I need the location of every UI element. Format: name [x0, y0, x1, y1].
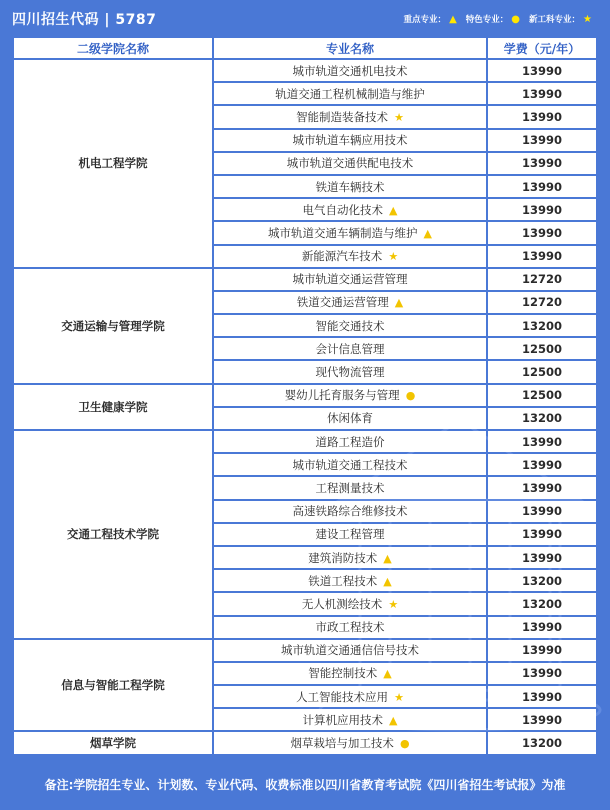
triangle-icon: ▲	[383, 574, 392, 588]
major-cell	[214, 83, 486, 104]
major-cell	[214, 246, 486, 267]
major-cell	[214, 454, 486, 475]
major-cell	[214, 501, 486, 522]
column-header-college: 二级学院名称	[14, 38, 212, 58]
dot-icon: ●	[399, 737, 410, 751]
major-name: 建筑消防技术	[308, 550, 378, 565]
major-cell	[214, 640, 486, 661]
tuition-fee: 13990	[488, 153, 596, 174]
tuition-fee: 13200	[488, 408, 596, 429]
triangle-icon: ▲	[383, 551, 392, 565]
tuition-fee: 12500	[488, 361, 596, 382]
triangle-icon: ▲	[383, 667, 392, 681]
major-cell	[214, 222, 486, 243]
major-cell	[214, 60, 486, 81]
college-name: 信息与智能工程学院	[14, 640, 212, 731]
tuition-fee: 13990	[488, 524, 596, 545]
tuition-fee: 12720	[488, 269, 596, 290]
tuition-fee: 13990	[488, 709, 596, 730]
tuition-fee: 13200	[488, 315, 596, 336]
major-cell	[214, 385, 486, 406]
tuition-fee: 13990	[488, 431, 596, 452]
table-row	[14, 385, 596, 406]
college-name: 交通运输与管理学院	[14, 269, 212, 383]
table-row	[14, 60, 596, 81]
major-name: 城市轨道交通机电技术	[292, 63, 408, 78]
tuition-fee: 13990	[488, 477, 596, 498]
major-name: 智能交通技术	[315, 318, 385, 333]
major-name: 工程测量技术	[315, 480, 385, 495]
tuition-fee: 13200	[488, 732, 596, 753]
tuition-fee: 13990	[488, 130, 596, 151]
legend-new-engineering-label: 新工科专业：	[529, 15, 581, 25]
table-body	[14, 60, 596, 754]
major-cell	[214, 570, 486, 591]
major-cell	[214, 431, 486, 452]
legend-key-label: 重点专业：	[403, 15, 447, 25]
tuition-fee: 12720	[488, 292, 596, 313]
tuition-fee: 12500	[488, 338, 596, 359]
major-cell	[214, 199, 486, 220]
table-row	[14, 732, 596, 753]
major-cell	[214, 408, 486, 429]
tuition-fee: 13990	[488, 501, 596, 522]
tuition-fee: 13200	[488, 570, 596, 591]
tuition-fee: 13200	[488, 593, 596, 614]
page-header	[12, 6, 598, 32]
major-name: 轨道交通工程机械制造与维护	[275, 86, 425, 101]
major-cell	[214, 686, 486, 707]
major-name: 铁道车辆技术	[315, 179, 385, 194]
major-name: 铁道交通运营管理	[296, 295, 389, 310]
major-name: 道路工程造价	[315, 434, 385, 449]
major-cell	[214, 130, 486, 151]
major-name: 城市轨道车辆应用技术	[292, 133, 408, 148]
major-cell	[214, 315, 486, 336]
dot-icon: ●	[405, 389, 416, 403]
major-name: 建设工程管理	[315, 527, 385, 542]
major-name: 城市轨道交通运营管理	[292, 272, 408, 287]
column-header-major: 专业名称	[214, 38, 486, 58]
star-icon: ★	[394, 690, 404, 704]
major-name: 智能制造装备技术	[296, 109, 389, 124]
major-name: 城市轨道交通工程技术	[292, 457, 408, 472]
tuition-fee: 13990	[488, 60, 596, 81]
column-header-fee: 学费（元/年）	[488, 38, 596, 58]
major-cell	[214, 547, 486, 568]
star-icon: ★	[583, 13, 592, 25]
tuition-fee: 13990	[488, 617, 596, 638]
tuition-fee: 13990	[488, 547, 596, 568]
tuition-fee: 13990	[488, 83, 596, 104]
major-name: 烟草栽培与加工技术	[290, 736, 394, 751]
legend-featured-label: 特色专业：	[465, 15, 509, 25]
major-name: 电气自动化技术	[302, 202, 384, 217]
major-cell	[214, 524, 486, 545]
major-cell	[214, 176, 486, 197]
major-cell	[214, 593, 486, 614]
tuition-fee: 13990	[488, 199, 596, 220]
table-row	[14, 269, 596, 290]
major-name: 城市轨道交通车辆制造与维护	[268, 225, 418, 240]
major-name: 计算机应用技术	[302, 712, 384, 727]
major-name: 人工智能技术应用	[296, 689, 389, 704]
admission-code-title: 四川招生代码 | 5787	[12, 12, 157, 28]
table-row	[14, 431, 596, 452]
major-cell	[214, 617, 486, 638]
college-name: 卫生健康学院	[14, 385, 212, 429]
major-name: 会计信息管理	[315, 341, 385, 356]
tuition-fee: 13990	[488, 686, 596, 707]
majors-table	[12, 36, 598, 756]
major-cell	[214, 106, 486, 127]
tuition-fee: 12500	[488, 385, 596, 406]
major-cell	[214, 269, 486, 290]
major-cell	[214, 663, 486, 684]
table-header-row	[14, 38, 596, 58]
triangle-icon: ▲	[389, 713, 398, 727]
major-cell	[214, 338, 486, 359]
major-name: 婴幼儿托育服务与管理	[284, 388, 400, 403]
major-name: 新能源汽车技术	[301, 249, 383, 264]
major-name: 城市轨道交通通信信号技术	[281, 643, 419, 658]
star-icon: ★	[388, 597, 399, 611]
major-name: 休闲体育	[327, 411, 373, 426]
major-cell	[214, 477, 486, 498]
star-icon: ★	[388, 250, 399, 264]
major-name: 智能控制技术	[308, 666, 378, 681]
legend	[404, 13, 598, 25]
college-name: 交通工程技术学院	[14, 431, 212, 638]
triangle-icon: ▲	[389, 203, 398, 217]
tuition-fee: 13990	[488, 222, 596, 243]
college-name: 烟草学院	[14, 732, 212, 753]
major-cell	[214, 153, 486, 174]
major-name: 铁道工程技术	[308, 573, 378, 588]
major-name: 城市轨道交通供配电技术	[286, 156, 414, 171]
star-icon: ★	[394, 110, 404, 124]
major-name: 市政工程技术	[315, 620, 385, 635]
tuition-fee: 13990	[488, 106, 596, 127]
tuition-fee: 13990	[488, 454, 596, 475]
tuition-fee: 13990	[488, 176, 596, 197]
tuition-fee: 13990	[488, 640, 596, 661]
triangle-icon: ▲	[423, 226, 432, 240]
dot-icon: ●	[511, 13, 521, 25]
major-cell	[214, 361, 486, 382]
college-name: 机电工程学院	[14, 60, 212, 267]
major-name: 无人机测绘技术	[301, 596, 383, 611]
table-row	[14, 640, 596, 661]
triangle-icon: ▲	[394, 296, 404, 310]
major-name: 现代物流管理	[315, 365, 385, 380]
footer-note: 备注:学院招生专业、计划数、专业代码、收费标准以四川省教育考试院《四川省招生考试报》为准	[0, 758, 610, 810]
tuition-fee: 13990	[488, 663, 596, 684]
major-name: 高速铁路综合维修技术	[292, 504, 408, 519]
triangle-icon: ▲	[449, 13, 457, 25]
major-cell	[214, 709, 486, 730]
tuition-fee: 13990	[488, 246, 596, 267]
major-cell	[214, 292, 486, 313]
major-cell	[214, 732, 486, 753]
